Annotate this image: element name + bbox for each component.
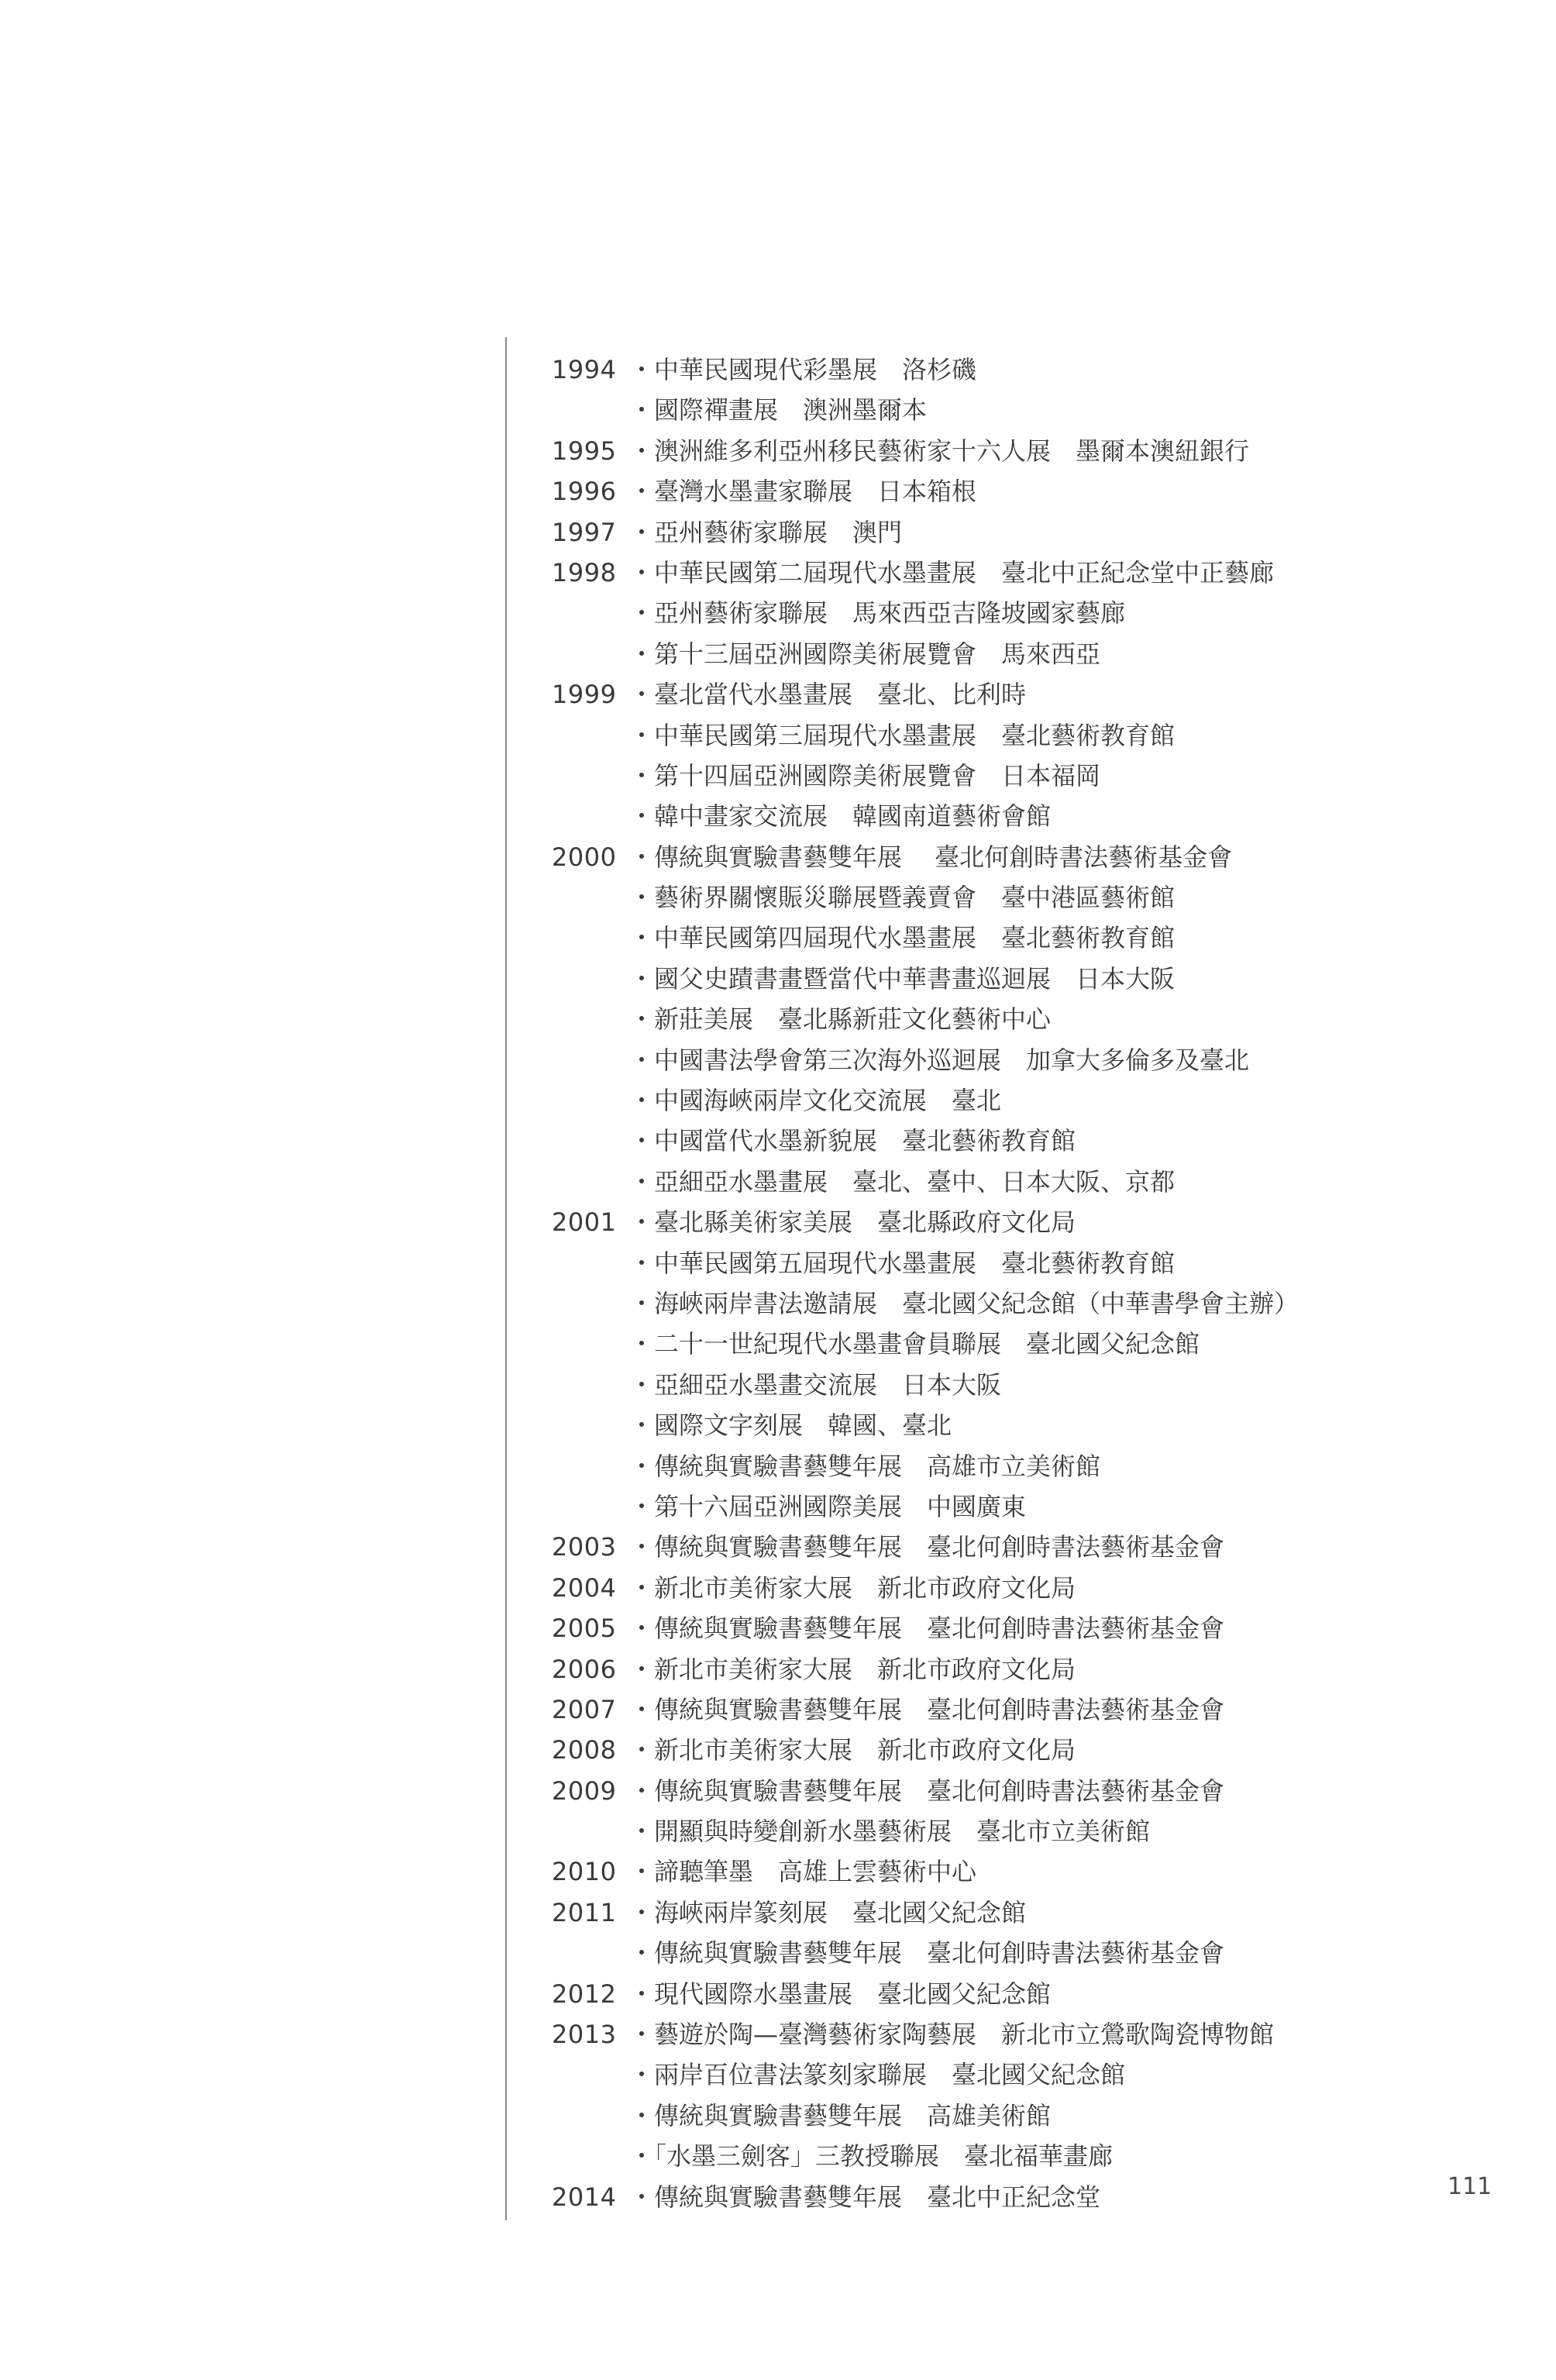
entry-text: ・傳統與實驗書藝雙年展 臺北何創時書法藝術基金會 [629, 842, 1233, 872]
entry-text: ・傳統與實驗書藝雙年展 臺北何創時書法藝術基金會 [629, 1532, 1225, 1562]
exhibition-entry [542, 837, 1472, 877]
exhibition-entry [542, 1486, 1472, 1527]
entry-year: 2001 [552, 1207, 617, 1238]
entry-text: ・中國海峽兩岸文化交流展 臺北 [629, 1086, 1002, 1116]
exhibition-entry [542, 1162, 1472, 1202]
exhibition-entry [542, 1527, 1472, 1567]
entry-year: 1997 [552, 517, 617, 547]
entry-text: ・傳統與實驗書藝雙年展 臺北何創時書法藝術基金會 [629, 1938, 1225, 1968]
entry-text: ・亞細亞水墨畫交流展 日本大阪 [629, 1369, 1002, 1400]
exhibition-entry [542, 1324, 1472, 1364]
exhibition-entry [542, 390, 1472, 430]
exhibition-entry [542, 593, 1472, 633]
entry-text: ・中華民國第三屆現代水墨畫展 臺北藝術教育館 [629, 720, 1176, 750]
entry-year: 2008 [552, 1735, 617, 1765]
entry-text: ・海峽兩岸篆刻展 臺北國父紀念館 [629, 1897, 1027, 1927]
entry-year: 2014 [552, 2182, 617, 2212]
entry-text: ・臺灣水墨畫家聯展 日本箱根 [629, 477, 977, 507]
exhibition-entry [542, 2055, 1472, 2095]
entry-text: ・二十一世紀現代水墨畫會員聯展 臺北國父紀念館 [629, 1329, 1200, 1359]
entry-text: ・中華民國現代彩墨展 洛杉磯 [629, 355, 977, 384]
exhibition-entry [542, 959, 1472, 999]
entry-text: ・現代國際水墨畫展 臺北國父紀念館 [629, 1979, 1052, 2009]
exhibition-entry [542, 2096, 1472, 2136]
entry-year: 1995 [552, 436, 617, 466]
entry-text: ・中國當代水墨新貌展 臺北藝術教育館 [629, 1126, 1076, 1156]
entry-text: ・「水墨三劍客」三教授聯展 臺北福華畫廊 [629, 2141, 1114, 2172]
exhibition-entry [542, 796, 1472, 836]
exhibition-entry [542, 1446, 1472, 1486]
exhibition-entry [542, 1202, 1472, 1242]
entry-text: ・傳統與實驗書藝雙年展 高雄美術館 [629, 2100, 1052, 2130]
exhibition-entry [542, 2136, 1472, 2176]
exhibition-entry [542, 2177, 1472, 2217]
entry-text: ・中華民國第二屆現代水墨畫展 臺北中正紀念堂中正藝廊 [629, 557, 1275, 587]
entry-text: ・藝遊於陶—臺灣藝術家陶藝展 新北市立鶯歌陶瓷博物館 [629, 2020, 1275, 2050]
entry-year: 2006 [552, 1654, 617, 1684]
exhibition-entry [542, 1689, 1472, 1730]
exhibition-entry [542, 715, 1472, 756]
exhibition-entry [542, 1893, 1472, 1933]
exhibition-entry [542, 471, 1472, 511]
entry-year: 2000 [552, 842, 617, 872]
entry-year: 1996 [552, 477, 617, 507]
exhibition-list [542, 350, 1472, 2217]
entry-text: ・臺北縣美術家美展 臺北縣政府文化局 [629, 1207, 1076, 1238]
exhibition-entry [542, 512, 1472, 553]
entry-year: 1999 [552, 680, 617, 710]
entry-text: ・韓中畫家交流展 韓國南道藝術會館 [629, 801, 1052, 832]
entry-year: 1998 [552, 557, 617, 587]
entry-text: ・亞州藝術家聯展 澳門 [629, 517, 903, 547]
exhibition-entry [542, 1771, 1472, 1811]
entry-text: ・藝術界關懷賑災聯展暨義賣會 臺中港區藝術館 [629, 883, 1176, 913]
entry-text: ・亞細亞水墨畫展 臺北、臺中、日本大阪、京都 [629, 1166, 1176, 1197]
entry-text: ・開顯與時變創新水墨藝術展 臺北市立美術館 [629, 1817, 1151, 1847]
entry-year: 2010 [552, 1857, 617, 1887]
entry-text: ・傳統與實驗書藝雙年展 臺北何創時書法藝術基金會 [629, 1694, 1225, 1724]
exhibition-entry [542, 674, 1472, 715]
exhibition-entry [542, 999, 1472, 1039]
entry-year: 2012 [552, 1979, 617, 2009]
exhibition-entry [542, 634, 1472, 674]
entry-text: ・傳統與實驗書藝雙年展 臺北中正紀念堂 [629, 2182, 1101, 2212]
exhibition-entry [542, 553, 1472, 593]
entry-text: ・諦聽筆墨 高雄上雲藝術中心 [629, 1857, 977, 1887]
exhibition-entry [542, 918, 1472, 958]
exhibition-entry [542, 1121, 1472, 1161]
entry-text: ・傳統與實驗書藝雙年展 臺北何創時書法藝術基金會 [629, 1776, 1225, 1806]
entry-text: ・海峽兩岸書法邀請展 臺北國父紀念館（中華書學會主辦） [629, 1288, 1300, 1318]
entry-text: ・中華民國第四屆現代水墨畫展 臺北藝術教育館 [629, 923, 1176, 953]
entry-text: ・亞州藝術家聯展 馬來西亞吉隆坡國家藝廊 [629, 598, 1126, 629]
entry-year: 2007 [552, 1694, 617, 1724]
entry-year: 1994 [552, 355, 617, 384]
entry-year: 2004 [552, 1572, 617, 1603]
entry-text: ・新北市美術家大展 新北市政府文化局 [629, 1654, 1076, 1684]
entry-text: ・第十三屆亞洲國際美術展覽會 馬來西亞 [629, 639, 1101, 669]
exhibition-entry [542, 756, 1472, 796]
entry-text: ・兩岸百位書法篆刻家聯展 臺北國父紀念館 [629, 2060, 1126, 2090]
entry-year: 2011 [552, 1897, 617, 1927]
entry-text: ・第十四屆亞洲國際美術展覽會 日本福岡 [629, 760, 1101, 790]
entry-text: ・新莊美展 臺北縣新莊文化藝術中心 [629, 1004, 1052, 1035]
entry-text: ・中國書法學會第三次海外巡迴展 加拿大多倫多及臺北 [629, 1045, 1250, 1075]
exhibition-entry [542, 1283, 1472, 1324]
exhibition-entry [542, 2014, 1472, 2055]
entry-text: ・國父史蹟書畫暨當代中華書畫巡迴展 日本大阪 [629, 963, 1176, 994]
exhibition-entry [542, 1811, 1472, 1851]
exhibition-entry [542, 877, 1472, 918]
entry-text: ・國際文字刻展 韓國、臺北 [629, 1410, 952, 1441]
exhibition-entry [542, 1405, 1472, 1445]
entry-text: ・國際禪畫展 澳洲墨爾本 [629, 395, 928, 425]
entry-text: ・新北市美術家大展 新北市政府文化局 [629, 1572, 1076, 1603]
exhibition-entry [542, 1851, 1472, 1892]
exhibition-entry [542, 1568, 1472, 1608]
entry-text: ・新北市美術家大展 新北市政府文化局 [629, 1735, 1076, 1765]
page-number: 111 [1448, 2173, 1492, 2200]
exhibition-entry [542, 431, 1472, 471]
entry-year: 2009 [552, 1776, 617, 1806]
exhibition-entry [542, 1730, 1472, 1770]
exhibition-entry [542, 350, 1472, 390]
exhibition-entry [542, 1365, 1472, 1405]
entry-year: 2003 [552, 1532, 617, 1562]
entry-text: ・傳統與實驗書藝雙年展 臺北何創時書法藝術基金會 [629, 1614, 1225, 1644]
exhibition-entry [542, 1040, 1472, 1080]
exhibition-entry [542, 1649, 1472, 1689]
exhibition-entry [542, 1974, 1472, 2014]
entry-year: 2013 [552, 2020, 617, 2050]
entry-text: ・臺北當代水墨畫展 臺北、比利時 [629, 680, 1027, 710]
exhibition-entry [542, 1933, 1472, 1973]
exhibition-entry [542, 1608, 1472, 1648]
entry-text: ・第十六屆亞洲國際美展 中國廣東 [629, 1491, 1027, 1521]
entry-text: ・澳洲維多利亞州移民藝術家十六人展 墨爾本澳紐銀行 [629, 436, 1250, 466]
exhibition-entry [542, 1243, 1472, 1283]
entry-year: 2005 [552, 1614, 617, 1644]
entry-text: ・中華民國第五屆現代水墨畫展 臺北藝術教育館 [629, 1248, 1176, 1278]
entry-text: ・傳統與實驗書藝雙年展 高雄市立美術館 [629, 1451, 1101, 1481]
exhibition-entry [542, 1080, 1472, 1121]
margin-rule [505, 337, 507, 2220]
